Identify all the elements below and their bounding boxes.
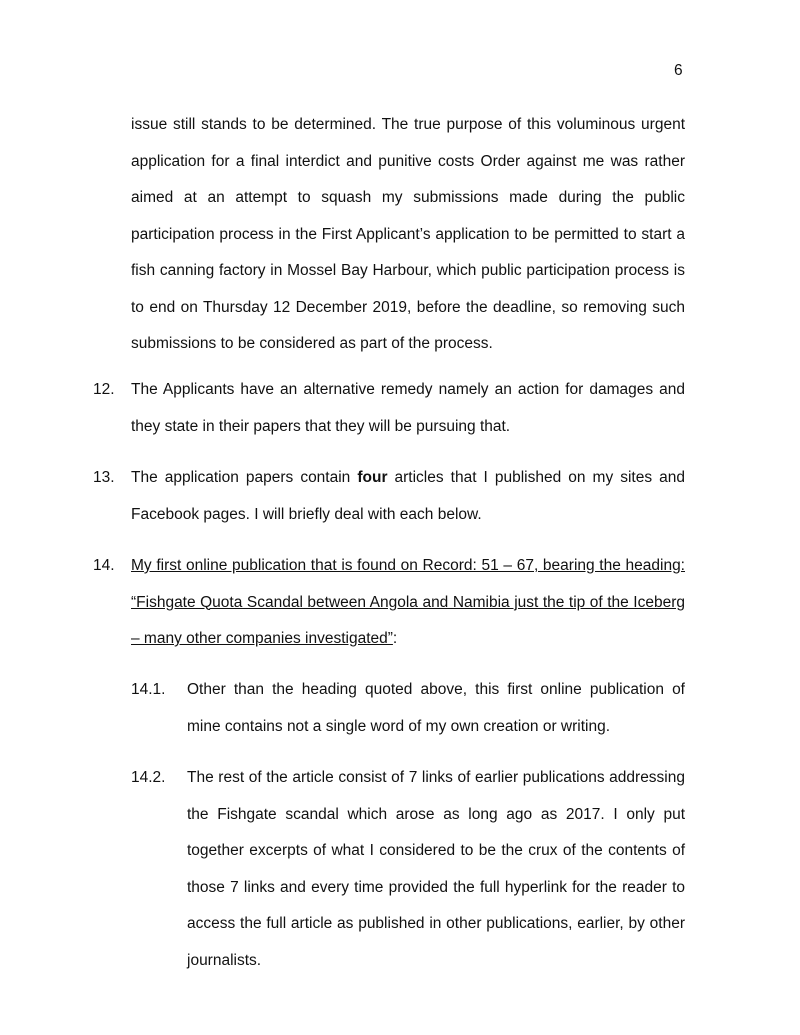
paragraph-number-13: 13. <box>93 469 115 486</box>
paragraph-number-14-2: 14.2. <box>131 769 166 786</box>
paragraph-13-bold-word: four <box>357 469 388 486</box>
paragraph-14-heading-colon: : <box>392 630 398 647</box>
paragraph-14-heading <box>131 548 685 658</box>
page-number: 6 <box>674 62 683 79</box>
paragraph-13-text-start: The application papers contain <box>131 469 358 486</box>
paragraph-14-1: Other than the heading quoted above, this first online publication of mine contains not a single word of my own creation or writing. <box>187 681 685 735</box>
paragraph-number-14-1: 14.1. <box>131 681 166 698</box>
paragraph-number-12: 12. <box>93 381 115 398</box>
paragraph-13-text-end: articles that I published on my sites and Facebook pages. I will briefly deal with each below. <box>131 469 686 523</box>
paragraph-14-underlined-heading: My first online publication that is found on Record: 51 – 67, bearing the heading: “Fishgate Quota Scandal between Angola and Namibia just the tip of the Iceberg – many other companies investigated” <box>131 557 685 647</box>
paragraph-number-14: 14. <box>93 557 115 574</box>
paragraph-12: The Applicants have an alternative remedy namely an action for damages and they state in their papers that they will be pursuing that. <box>131 381 685 435</box>
paragraph-14-2: The rest of the article consist of 7 links of earlier publications addressing the Fishgate scandal which arose as long ago as 2017. I only put together excerpts of what I considered to be the crux of the contents of those 7 links and every time provided the full hyperlink for the reader to access the full article as published in other publications, earlier, by other journalists. <box>187 769 685 969</box>
continuation-paragraph: issue still stands to be determined. The true purpose of this voluminous urgent application for a final interdict and punitive costs Order against me was rather aimed at an attempt to squash my submissions made during the public participation process in the First Applicant’s application to be permitted to start a fish canning factory in Mossel Bay Harbour, which public participation process is to end on Thursday 12 December 2019, before the deadline, so removing such submissions to be considered as part of the process. <box>131 116 685 352</box>
paragraph-13 <box>131 460 685 533</box>
